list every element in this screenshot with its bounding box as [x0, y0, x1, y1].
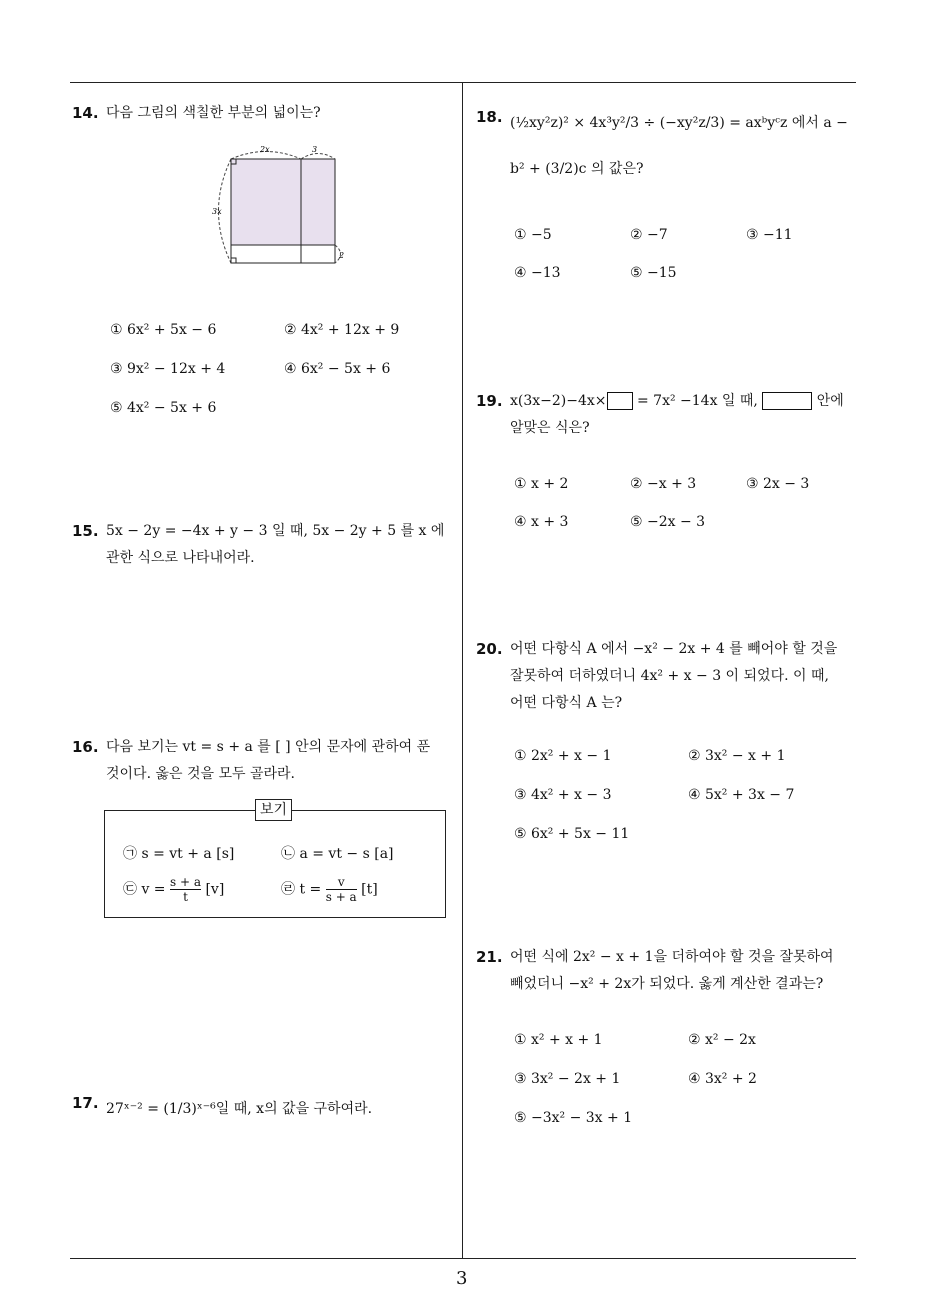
option-4[interactable]: ④ 6x² − 5x + 6 [284, 361, 391, 377]
denominator: s + a [325, 890, 357, 904]
question-18 [476, 104, 860, 294]
question-text-line2: 빼었더니 −x² + 2x가 되었다. 옳게 계산한 결과는? [510, 976, 824, 992]
text-part-b: = 7x² −14x 일 때, [636, 393, 758, 409]
option-2[interactable]: ② −x + 3 [630, 476, 697, 492]
question-17 [72, 1090, 456, 1130]
blank-box [762, 392, 812, 410]
question-number: 17. [72, 1094, 99, 1112]
option-5[interactable]: ⑤ 4x² − 5x + 6 [110, 400, 217, 416]
question-text-line2: 잘못하여 더하였더니 4x² + x − 3 이 되었다. 이 때, [510, 668, 829, 684]
option-4[interactable]: ④ 3x² + 2 [688, 1071, 757, 1087]
option-4[interactable]: ④ −13 [514, 265, 561, 281]
bogi-item-c [123, 875, 224, 904]
question-text-line1: (½xy²z)² × 4x³y²/3 ÷ (−xy²z/3) = axᵇyᶜz 에서 a − [510, 115, 848, 131]
option-2[interactable]: ② −7 [630, 227, 668, 243]
question-number: 18. [476, 108, 503, 126]
label-right: 2 [339, 251, 345, 260]
fraction [326, 875, 357, 904]
option-3[interactable]: ③ 3x² − 2x + 1 [514, 1071, 621, 1087]
bogi-item-d-post: [t] [361, 881, 378, 898]
area-figure [208, 142, 348, 272]
question-text-line2: 관한 식으로 나타내어라. [106, 550, 255, 566]
question-text-line2: b² + (3/2)c 의 값은? [510, 161, 644, 177]
top-rule [70, 82, 856, 83]
option-5[interactable]: ⑤ −15 [630, 265, 677, 281]
bogi-item-a: ㉠ s = vt + a [s] [123, 846, 235, 862]
bogi-item-c-post: [v] [205, 881, 225, 898]
option-1[interactable]: ① x + 2 [514, 476, 569, 492]
fraction [170, 875, 201, 904]
bogi-item-d-pre: ㉣ t = [281, 881, 322, 898]
option-1[interactable]: ① −5 [514, 227, 552, 243]
bottom-rule [70, 1258, 856, 1259]
option-1[interactable]: ① 6x² + 5x − 6 [110, 322, 217, 338]
bogi-box [104, 802, 446, 918]
question-19 [476, 388, 860, 538]
question-21 [476, 944, 860, 1134]
option-3[interactable]: ③ 2x − 3 [746, 476, 810, 492]
option-1[interactable]: ① x² + x + 1 [514, 1032, 603, 1048]
question-text-line2: 알맞은 식은? [510, 420, 590, 436]
question-text-line1: 어떤 식에 2x² − x + 1을 더하여야 할 것을 잘못하여 [510, 949, 834, 965]
question-number: 15. [72, 522, 99, 540]
question-text-line1: 5x − 2y = −4x + y − 3 일 때, 5x − 2y + 5 를 x 에 [106, 523, 445, 539]
question-15 [72, 518, 456, 578]
question-text: 다음 그림의 색칠한 부분의 넓이는? [106, 105, 321, 121]
bogi-item-b: ㉡ a = vt − s [a] [281, 846, 394, 862]
option-5[interactable]: ⑤ 6x² + 5x − 11 [514, 826, 630, 842]
question-number: 19. [476, 392, 503, 410]
option-3[interactable]: ③ 9x² − 12x + 4 [110, 361, 226, 377]
question-text-line1: 어떤 다항식 A 에서 −x² − 2x + 4 를 빼어야 할 것을 [510, 641, 838, 657]
question-text-line1 [510, 388, 844, 415]
question-20 [476, 636, 860, 846]
option-5[interactable]: ⑤ −3x² − 3x + 1 [514, 1110, 633, 1126]
question-text-line3: 어떤 다항식 A 는? [510, 695, 623, 711]
question-number: 21. [476, 948, 503, 966]
option-3[interactable]: ③ −11 [746, 227, 793, 243]
denominator: t [170, 889, 201, 904]
option-3[interactable]: ③ 4x² + x − 3 [514, 787, 612, 803]
label-left: 3x [212, 207, 222, 216]
text-part-a: x(3x−2)−4x× [510, 393, 607, 409]
question-number: 14. [72, 104, 99, 122]
option-2[interactable]: ② x² − 2x [688, 1032, 756, 1048]
question-number: 16. [72, 738, 99, 756]
option-2[interactable]: ② 3x² − x + 1 [688, 748, 786, 764]
bogi-title: 보기 [255, 799, 292, 821]
column-divider [462, 82, 463, 1258]
numerator: s + a [170, 875, 201, 889]
blank-box [607, 392, 633, 410]
text-part-c: 안에 [816, 393, 844, 409]
label-top-a: 2x [260, 145, 270, 154]
question-text-line2: 것이다. 옳은 것을 모두 골라라. [106, 766, 295, 782]
label-top-b: 3 [312, 145, 318, 154]
bogi-item-c-pre: ㉢ v = [123, 881, 166, 898]
question-text-line1: 다음 보기는 vt = s + a 를 [ ] 안의 문자에 관하여 푼 [106, 739, 431, 755]
option-1[interactable]: ① 2x² + x − 1 [514, 748, 612, 764]
option-4[interactable]: ④ 5x² + 3x − 7 [688, 787, 795, 803]
option-5[interactable]: ⑤ −2x − 3 [630, 514, 706, 530]
numerator: v [337, 875, 345, 889]
question-text: 27ˣ⁻² = (1/3)ˣ⁻⁶일 때, x의 값을 구하여라. [106, 1101, 373, 1117]
bogi-item-d [281, 875, 378, 904]
question-number: 20. [476, 640, 503, 658]
option-4[interactable]: ④ x + 3 [514, 514, 569, 530]
page-number: 3 [456, 1268, 468, 1289]
option-2[interactable]: ② 4x² + 12x + 9 [284, 322, 400, 338]
question-14 [72, 100, 452, 430]
